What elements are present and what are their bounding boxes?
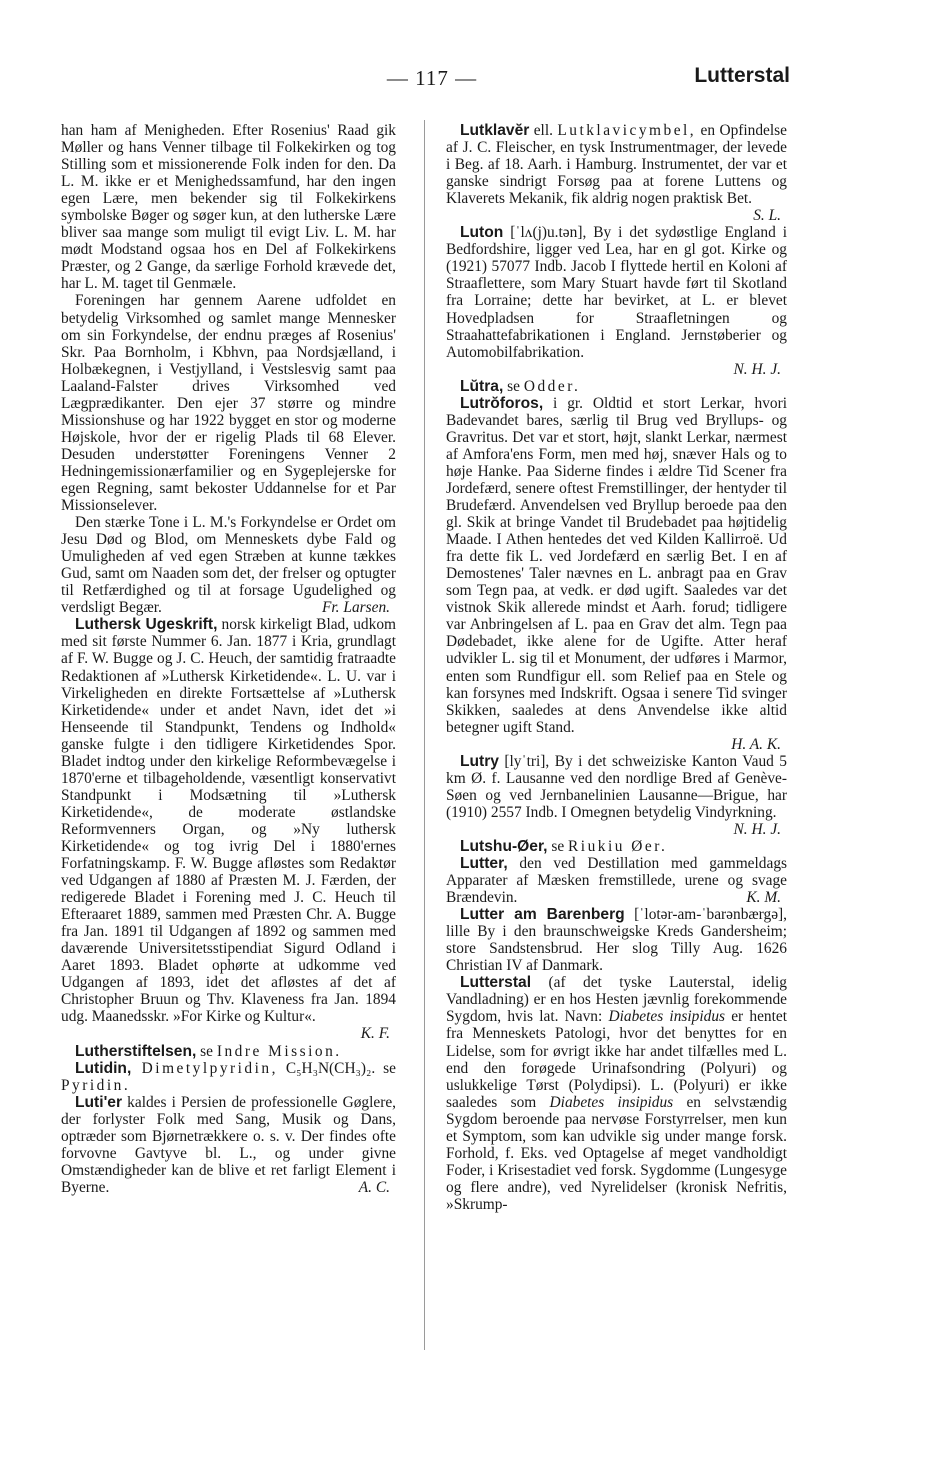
signature: N. H. J. bbox=[733, 360, 781, 378]
headword: Lutterstal bbox=[460, 974, 532, 992]
headword: Lutherstiftelsen, bbox=[75, 1042, 197, 1060]
entry-lutherstiftelsen bbox=[61, 1043, 396, 1060]
headword: Luti'er bbox=[75, 1093, 123, 1111]
headword: Lŭtra, bbox=[460, 377, 504, 395]
headword: Lutter am Barenberg bbox=[460, 906, 625, 924]
entry-lutroforos bbox=[446, 395, 787, 736]
entry-text: ell. bbox=[529, 122, 558, 139]
signature: N. H. J. bbox=[733, 820, 781, 838]
running-head: Lutterstal bbox=[694, 64, 790, 87]
page-number: — 117 — bbox=[386, 66, 478, 90]
entry-text: Lutklavicymbel, bbox=[557, 122, 697, 139]
headword: Lutter, bbox=[460, 855, 508, 873]
entry-lutter bbox=[446, 855, 787, 906]
continuation-paragraph: han ham af Menigheden. Efter Rosenius' Raad gik Møller og hans Venner tilbage til Folkekirken og tog Stilling som et missionerende Folk inden for den. Da L. M. ikke er et Menighedssamfund, har den ingen egen Lære, men bekender sig til Folkekirkens symbolske Bøger og søger kun, at den lutherske Lære bliver saa mange som muligt til evigt Liv. L. M. har mødt Modstand ogsaa hos en Del af Folkekirkens Præster, og 2 Gange, da særlige Forhold krævede det, har L. M. taget til Genmæle. bbox=[61, 122, 396, 293]
entry-text: er hentet fra Menneskets Patologi, hvor det benyttes for en Lidelse, som for øvrigt ikke har andet tilfælles med L. end den forøgede Urinafsondring (Polyuri) og uslukkelige Tørst (Polydipsi). L. (Polyuri) er ikke saaledes som bbox=[446, 1008, 787, 1111]
paragraph: Foreningen har gennem Aarene udfoldet en betydelig Virksomhed og samlet mange Mennesker om sin Forkyndelse, der endnu præges af Rosenius' Skr. Paa Bornholm, i Kbhvn, paa Nordsjælland, i Holbækegnen, i Vestjylland, i Vestslesvig samt paa Laaland-Falster drives Virksomhed ved Lægprædikanter. Den ejer 37 større og mindre Missionshuse og har 1922 bygget en stor og moderne Højskole, hvor der er rigelig Plads til 68 Elever. Desuden understøtter Foreningens Venner 2 Hedningemissionærfamilier og en Sygeplejerske for egen Regning, samt bekoster Uddannelse for et Par Missionselever. bbox=[61, 292, 396, 515]
left-column bbox=[61, 122, 396, 1196]
entry-text: en Opfindelse af J. C. Fleischer, en tysk Instrumentmager, der levede i Beg. af 18. Aarh. i Hamburg. Instrumentet, der var et ganske sindrigt Forsøg paa at forene Luttens og Klaverets Mekanik, fik aldrig nogen praktisk Bet. bbox=[446, 122, 787, 208]
signature: A. C. bbox=[358, 1178, 390, 1196]
entry-text: [ˈlotər-am-ˈbarənbærgə], lille By i den braunschweigske Kreds Gandersheim; store Sandstensbrud. Her slog Tilly Aug. 1626 Christian IV af Danmark. bbox=[446, 906, 787, 975]
headword: Lutry bbox=[460, 752, 499, 770]
entry-lutter-am-barenberg bbox=[446, 906, 787, 974]
entry-text: den ved Destillation med gammeldags Apparater af Mæsken fremstillede, urene og svage Brændevin. bbox=[446, 855, 787, 907]
paragraph bbox=[61, 514, 396, 616]
latin-term: Diabetes insipidus bbox=[549, 1093, 674, 1111]
headword: Lutrŏforos, bbox=[460, 394, 544, 412]
signature: Fr. Larsen. bbox=[322, 599, 390, 617]
entry-lutry bbox=[446, 753, 787, 838]
entry-luton bbox=[446, 224, 787, 360]
entry-luthersk-ugeskrift bbox=[61, 616, 396, 1025]
headword: Lutshu-Øer, bbox=[460, 837, 548, 855]
signature: K. F. bbox=[360, 1025, 390, 1043]
entry-text: [lyˈtri], By i det schweiziske Kanton Vaud 5 km Ø. f. Lausanne ved den nordlige Bred af Genève-Søen og ved Jernbanelinien Lausanne—Brigue, har (1910) 2557 Indb. I Omegnen betydelig Vindyrkning. bbox=[446, 752, 787, 821]
signature: H. A. K. bbox=[731, 735, 781, 753]
entry-lutier bbox=[61, 1094, 396, 1196]
cross-reference: Pyridin. bbox=[61, 1076, 131, 1094]
entry-text: se bbox=[196, 1042, 217, 1060]
entry-text: Dimetylpyridin, bbox=[131, 1059, 278, 1077]
entry-text: en selvstændig Sygdom beroende paa nervøse Forstyrrelser, men kun et Symptom, som kan udvikle sig under mange forsk. Forhold, f. Eks. ved Optagelse af meget vandholdigt Foder, i Krisestadiet ved forsk. Sygdomme (Lungesyge og flere andre), ved Nyrelidelser (kronisk Nefritis, »Skrump- bbox=[446, 1093, 787, 1213]
entry-text: kaldes i Persien de professionelle Gøglere, der forlyster Folk med Sang, Musik og Dans, optræder som Bjørnetrækkere o. s. v. Der findes ofte forvovne Gavtyve bl. L., og under givne Omstændigheder kan de blive et ret farligt Element i Byerne. bbox=[61, 1093, 396, 1196]
cross-reference: Odder. bbox=[523, 377, 581, 395]
right-column bbox=[446, 122, 787, 1213]
entry-text: (af det tyske Lauterstal, idelig Vandladning) er en hos Hesten jævnlig forekommende Sygdom, hvis lat. Navn: bbox=[446, 974, 787, 1026]
entry-text: se bbox=[503, 377, 524, 395]
column-divider bbox=[424, 120, 425, 1350]
entry-text: se bbox=[375, 1059, 396, 1077]
headword: Lutklavĕr bbox=[460, 122, 530, 139]
cross-reference: Riukiu Øer. bbox=[568, 837, 668, 855]
signature: K. M. bbox=[746, 889, 781, 907]
chemical-formula: C₅H₃N(CH₃)₂. bbox=[277, 1059, 376, 1077]
entry-lutterstal bbox=[446, 974, 787, 1213]
entry-lutshu-oer bbox=[446, 838, 787, 855]
entry-lutidin bbox=[61, 1060, 396, 1094]
entry-text: [ˈlʌ(j)u.tən], By i det sydøstlige England i Bedfordshire, ligger ved Lea, har en gl got. Kirke og (1921) 57077 Indb. Jacob I flyttede hertil en Koloni af Straaflettere, som Mary Stuart havde ført til Skotland fra Lorraine; dette har bevirket, at L. er blevet Hovedpladsen for Straafletningen og Straahattefabrikationen i England. Jernstøberier og Automobilfabrikation. bbox=[446, 224, 787, 361]
entry-lutra bbox=[446, 378, 787, 395]
headword: Luthersk Ugeskrift, bbox=[75, 616, 218, 634]
entry-text: se bbox=[547, 837, 569, 855]
entry-lutklaver bbox=[446, 122, 787, 224]
entry-text: norsk kirkeligt Blad, udkom med sit første Nummer 6. Jan. 1877 i Kria, grundlagt af F. W. Bugge og J. C. Heuch, der samtidig fratraadte Redaktionen af »Luthersk Kirketidende«. L. U. var i Virkeligheden en direkte Fortsættelse af »Luthersk Kirketidende« under et andet Navn, idet det »i Henseende til Standpunkt, Tendens og Indhold« ganske fulgte i den tidligere Kirketidendes Spor. Bladet indtog under den kirkelige Reformbevægelse i 1870'erne et tilbageholdende, væsentligt konservativt Standpunkt i Modsætning til »Luthersk Kirketidende«, de moderate østlandske Reformvenners Organ, og »Ny luthersk Kirketidende« og tog ivrig Del i 1880'ernes Forfatningskamp. F. W. Bugge afløstes som Redaktør ved Udgangen af 1880 af Præsten M. J. Færden, der redigerede Bladet i Forening med J. C. Heuch til Efteraaret 1889, sammen med Præsten Chr. A. Bugge fra Jan. 1891 til Udgangen af 1892 og sammen med daværende Universitetsstipendiat Sigurd Odland i Aaret 1893. Bladet ophørte at udkomme ved Udgangen af 1893, idet det afløstes af det af Christopher Bruun og Thv. Klaveness fra Jan. 1894 udg. Maanedsskr. »For Kirke og Kultur«. bbox=[61, 616, 396, 1026]
headword: Luton bbox=[460, 224, 504, 242]
cross-reference: Indre Mission. bbox=[216, 1042, 342, 1060]
headword: Lutidin, bbox=[75, 1059, 132, 1077]
paragraph-text: Den stærke Tone i L. M.'s Forkyndelse er Ordet om Jesu Død og Blod, om Menneskets dybe Fald og Umuligheden af ved egen Stræben at kunne tækkes Gud, samt om Naaden som det, der frelser og optugter til Retfærdighed og til at forsage Ugudelighed og verdsligt Begær. bbox=[61, 514, 396, 617]
signature: S. L. bbox=[753, 207, 781, 225]
page-header bbox=[0, 60, 928, 100]
latin-term: Diabetes insipidus bbox=[608, 1008, 726, 1026]
entry-text: i gr. Oldtid et stort Lerkar, hvori Badevandet bares, særlig til Brug ved Bryllups- og Gravritus. Det var et stort, højt, slankt Lerkar, nærmest af Amfora'ens Form, men med høj, snæver Hals og to høje Hanke. Paa Siderne findes i ældre Tid Scener fra Jordefærd, senere oftest Fremstillinger, der hentyder til Brudefærd. Anvendelsen ved Bryllup beroede paa den gl. Skik at bringe Vandet til Brudebadet paa højtidelig Maade. I Athen hentedes det ved Kilden Kallirroë. Ud fra dette fik L. ved Jordefærd en særlig Bet. I en af Demostenes' Taler nævnes en L. anbragt paa en Grav som Tegn paa, at vedk. er død ugift. Saaledes var det vistnok Skik allerede mindst et Aarh. forud; tidligere var Anbringelsen af L. paa en Grav det alm. Tegn paa Dødebadet, ikke alene for de Ugifte. Atter heraf udvikler L. sig til et Monument, der udføres i Marmor, enten som Rundfigur ell. som Relief paa en Stele og kan forsynes med Indskrift. Ogsaa i senere Tid svinger Skikken, saaledes at dens Anvendelse ikke altid betegner ugift Stand. bbox=[446, 394, 787, 736]
